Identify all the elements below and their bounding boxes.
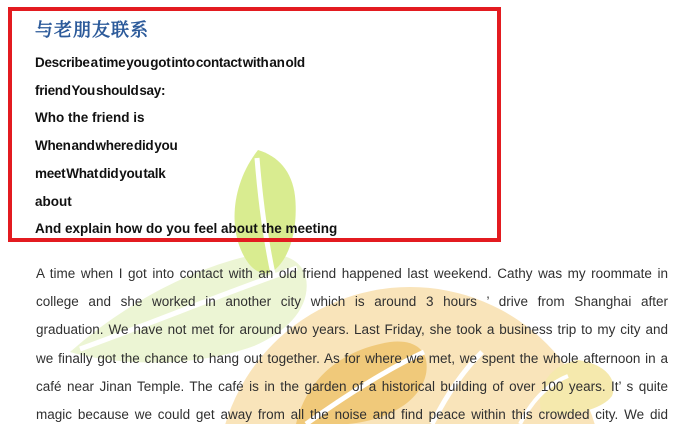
question-title: 与老朋友联系: [35, 20, 149, 40]
question-card-content: [12, 11, 497, 243]
answer-paragraph: [36, 260, 668, 424]
question-line: When and where did you: [35, 138, 178, 154]
answer-line: college and she worked in another city which is around 3 hours ’ drive from Shanghai after: [36, 294, 668, 310]
answer-line: graduation. We have not met for around two years. Last Friday, she took a business trip to my city and: [36, 322, 668, 338]
question-line: meet What did you talk: [35, 165, 166, 181]
answer-line: A time when I got into contact with an old friend happened last weekend. Cathy was my roommate in: [36, 266, 668, 281]
answer-line: magic because we could get away from all the noise and find peace within this crowded city. We did: [36, 407, 668, 423]
question-line: Describe a time you got into contact with an old: [35, 55, 305, 70]
question-card: [8, 7, 501, 242]
question-line: And explain how do you feel about the meeting: [35, 221, 338, 237]
question-line: about: [35, 193, 72, 209]
answer-line: we finally got the chance to hang out together. As for where we met, we spent the whole afternoon in a: [36, 350, 668, 366]
question-line: Who the friend is: [35, 110, 145, 126]
question-line: friend You should say:: [35, 82, 166, 98]
answer-line: café near Jinan Temple. The café is in the garden of a historical building of over 100 years. It’ s quite: [36, 378, 668, 394]
